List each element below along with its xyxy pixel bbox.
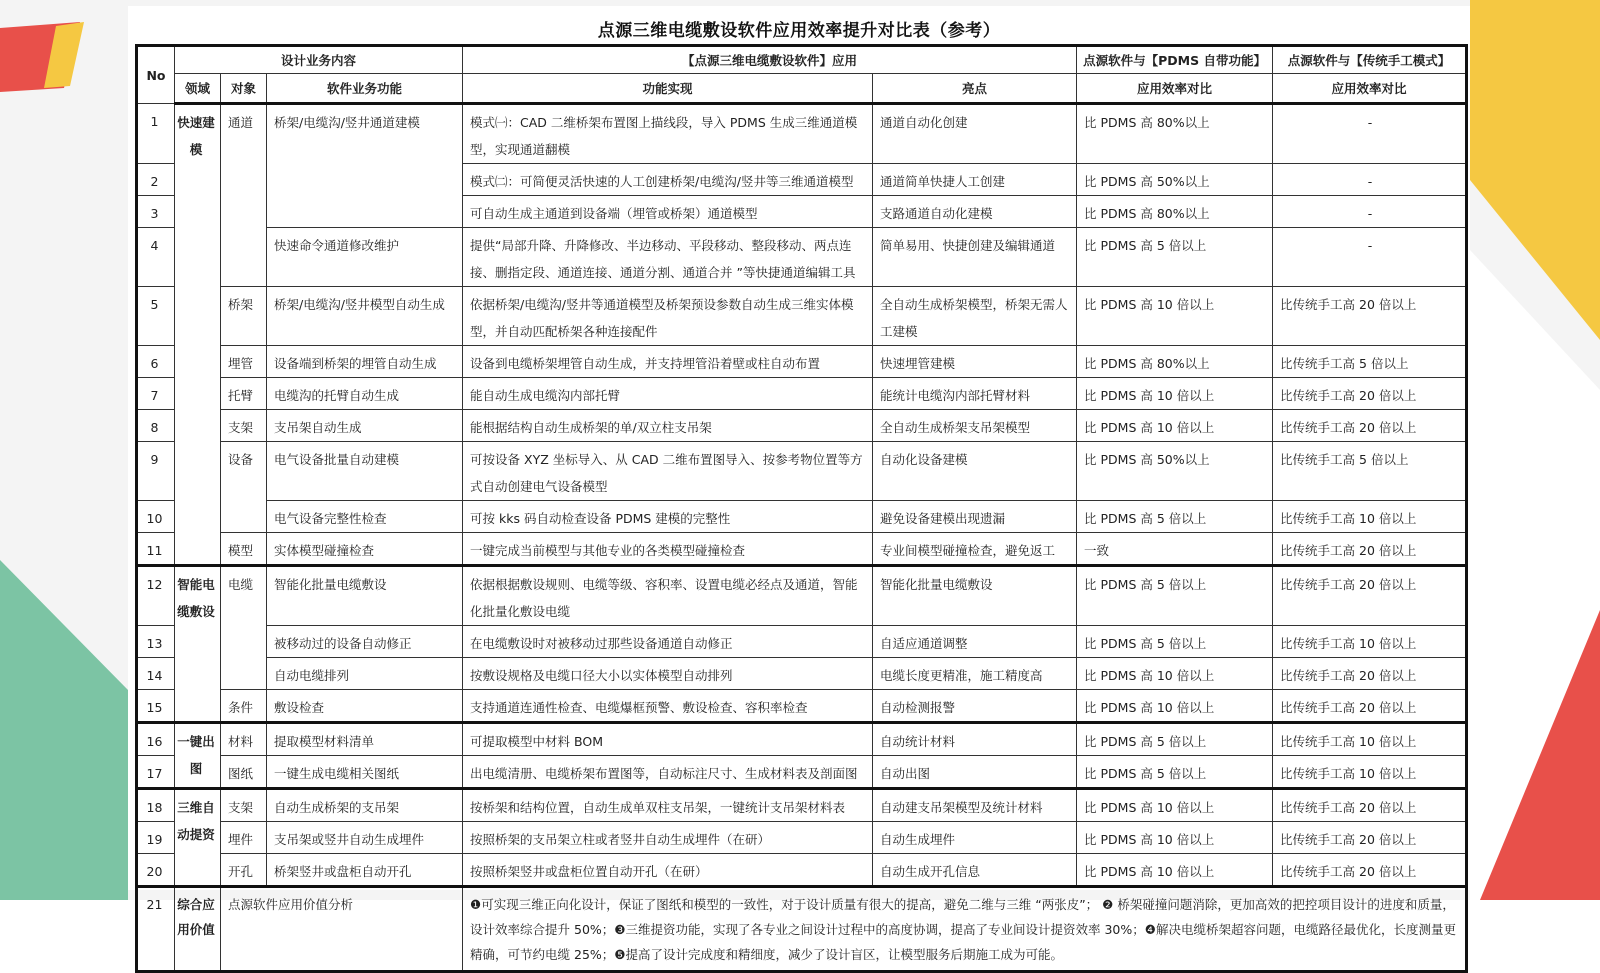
object-cell: 通道 <box>221 104 267 287</box>
manual-cell: - <box>1273 196 1467 228</box>
manual-cell: 比传统手工高 10 倍以上 <box>1273 756 1467 789</box>
header-design-group: 设计业务内容 <box>175 46 463 74</box>
function-cell: 自动生成桥架的支吊架 <box>267 789 463 822</box>
domain-cell: 快速建模 <box>175 104 221 566</box>
pdms-cell: 比 PDMS 高 80%以上 <box>1077 196 1273 228</box>
highlight-cell: 简单易用、快捷创建及编辑通道 <box>873 228 1077 287</box>
table-row <box>137 378 1467 410</box>
object-cell: 模型 <box>221 533 267 566</box>
object-cell: 材料 <box>221 723 267 756</box>
pdms-cell: 比 PDMS 高 10 倍以上 <box>1077 822 1273 854</box>
manual-cell: 比传统手工高 10 倍以上 <box>1273 723 1467 756</box>
highlight-cell: 快速埋管建模 <box>873 346 1077 378</box>
pdms-cell: 比 PDMS 高 10 倍以上 <box>1077 690 1273 723</box>
function-cell: 快速命令通道修改维护 <box>267 228 463 287</box>
highlight-cell: 自动出图 <box>873 756 1077 789</box>
header-app-group: 【点源三维电缆敷设软件】应用 <box>463 46 1077 74</box>
highlight-cell: 避免设备建模出现遗漏 <box>873 501 1077 533</box>
object-cell: 条件 <box>221 690 267 723</box>
implementation-cell: 支持通道连通性检查、电缆爆框预警、敷设检查、容积率检查 <box>463 690 873 723</box>
row-no: 1 <box>137 104 175 164</box>
implementation-cell: 按照桥架竖井或盘柜位置自动开孔（在研） <box>463 854 873 887</box>
object-cell: 支架 <box>221 410 267 442</box>
pdms-cell: 比 PDMS 高 5 倍以上 <box>1077 228 1273 287</box>
row-no: 21 <box>137 887 175 972</box>
table-row <box>137 566 1467 626</box>
pdms-cell: 比 PDMS 高 5 倍以上 <box>1077 501 1273 533</box>
table-row <box>137 723 1467 756</box>
row-no: 2 <box>137 164 175 196</box>
highlight-cell: 全自动生成桥架支吊架模型 <box>873 410 1077 442</box>
row-no: 16 <box>137 723 175 756</box>
manual-cell: 比传统手工高 20 倍以上 <box>1273 822 1467 854</box>
implementation-cell: 按桥架和结构位置，自动生成单双柱支吊架，一键统计支吊架材料表 <box>463 789 873 822</box>
implementation-cell: 依据桥架/电缆沟/竖井等通道模型及桥架预设参数自动生成三维实体模型，并自动匹配桥架各种连接配件 <box>463 287 873 346</box>
implementation-cell: 模式㈡：可简便灵活快速的人工创建桥架/电缆沟/竖井等三维通道模型 <box>463 164 873 196</box>
object-cell: 图纸 <box>221 756 267 789</box>
function-cell: 提取模型材料清单 <box>267 723 463 756</box>
row-no: 10 <box>137 501 175 533</box>
header-row-2 <box>137 74 1467 104</box>
row-no: 19 <box>137 822 175 854</box>
highlight-cell: 自动检测报警 <box>873 690 1077 723</box>
pdms-cell: 比 PDMS 高 10 倍以上 <box>1077 658 1273 690</box>
function-cell: 一键生成电缆相关图纸 <box>267 756 463 789</box>
implementation-cell: 可提取模型中材料 BOM <box>463 723 873 756</box>
pdms-cell: 比 PDMS 高 50%以上 <box>1077 164 1273 196</box>
highlight-cell: 全自动生成桥架模型，桥架无需人工建模 <box>873 287 1077 346</box>
object-cell: 电缆 <box>221 566 267 690</box>
highlight-cell: 自适应通道调整 <box>873 626 1077 658</box>
table-row <box>137 442 1467 501</box>
row-no: 8 <box>137 410 175 442</box>
manual-cell: 比传统手工高 20 倍以上 <box>1273 690 1467 723</box>
pdms-cell: 比 PDMS 高 10 倍以上 <box>1077 789 1273 822</box>
function-cell: 被移动过的设备自动修正 <box>267 626 463 658</box>
row-no: 13 <box>137 626 175 658</box>
pdms-cell: 比 PDMS 高 5 倍以上 <box>1077 566 1273 626</box>
manual-cell: 比传统手工高 20 倍以上 <box>1273 410 1467 442</box>
manual-cell: 比传统手工高 5 倍以上 <box>1273 442 1467 501</box>
summary-row <box>137 887 1467 972</box>
function-cell: 桥架竖井或盘柜自动开孔 <box>267 854 463 887</box>
highlight-cell: 支路通道自动化建模 <box>873 196 1077 228</box>
header-object: 对象 <box>221 74 267 104</box>
implementation-cell: 依据根据敷设规则、电缆等级、容积率、设置电缆必经点及通道，智能化批量化敷设电缆 <box>463 566 873 626</box>
function-cell: 实体模型碰撞检查 <box>267 533 463 566</box>
summary-text: ❶可实现三维正向化设计，保证了图纸和模型的一致性，对于设计质量有很大的提高，避免二维与三维 “两张皮”； ❷ 桥架碰撞问题消除，更加高效的把控项目设计的进度和质量，设计效率综合提升 50%；❸三维提资功能，实现了各专业之间设计过程中的高度协调，提高了专业间设计提资效率 30%；❹解决电缆桥架超容问题，电缆路径最优化，长度测量更精确，可节约电缆 25%；❺提高了设计完成度和精细度，减少了设计盲区，让模型服务后期施工成为可能。 <box>463 887 1467 972</box>
table-row <box>137 410 1467 442</box>
manual-cell: - <box>1273 164 1467 196</box>
highlight-cell: 能统计电缆沟内部托臂材料 <box>873 378 1077 410</box>
header-domain: 领域 <box>175 74 221 104</box>
pdms-cell: 一致 <box>1077 533 1273 566</box>
pdms-cell: 比 PDMS 高 80%以上 <box>1077 346 1273 378</box>
table-row <box>137 228 1467 287</box>
table-row <box>137 346 1467 378</box>
implementation-cell: 提供“局部升降、升降修改、半边移动、平段移动、整段移动、两点连接、删指定段、通道连接、通道分割、通道合并 ”等快捷通道编辑工具 <box>463 228 873 287</box>
highlight-cell: 自动化设备建模 <box>873 442 1077 501</box>
header-manual-group: 点源软件与【传统手工模式】 <box>1273 46 1467 74</box>
table-row <box>137 104 1467 164</box>
function-cell: 智能化批量电缆敷设 <box>267 566 463 626</box>
pdms-cell: 比 PDMS 高 5 倍以上 <box>1077 626 1273 658</box>
table-row <box>137 690 1467 723</box>
domain-cell: 三维自动提资 <box>175 789 221 887</box>
page-title: 点源三维电缆敷设软件应用效率提升对比表（参考） <box>597 21 1001 41</box>
row-no: 5 <box>137 287 175 346</box>
table-row <box>137 533 1467 566</box>
summary-label: 点源软件应用价值分析 <box>221 887 463 972</box>
row-no: 9 <box>137 442 175 501</box>
pdms-cell: 比 PDMS 高 10 倍以上 <box>1077 378 1273 410</box>
implementation-cell: 一键完成当前模型与其他专业的各类模型碰撞检查 <box>463 533 873 566</box>
highlight-cell: 自动建支吊架模型及统计材料 <box>873 789 1077 822</box>
manual-cell: 比传统手工高 20 倍以上 <box>1273 533 1467 566</box>
table-row <box>137 287 1467 346</box>
implementation-cell: 可按设备 XYZ 坐标导入、从 CAD 二维布置图导入、按参考物位置等方式自动创建电气设备模型 <box>463 442 873 501</box>
object-cell: 设备 <box>221 442 267 533</box>
row-no: 6 <box>137 346 175 378</box>
header-implementation: 功能实现 <box>463 74 873 104</box>
highlight-cell: 智能化批量电缆敷设 <box>873 566 1077 626</box>
table-row <box>137 658 1467 690</box>
header-pdms-sub: 应用效率对比 <box>1077 74 1273 104</box>
manual-cell: 比传统手工高 5 倍以上 <box>1273 346 1467 378</box>
object-cell: 托臂 <box>221 378 267 410</box>
table-row <box>137 501 1467 533</box>
row-no: 15 <box>137 690 175 723</box>
implementation-cell: 出电缆清册、电缆桥架布置图等，自动标注尺寸、生成材料表及剖面图 <box>463 756 873 789</box>
implementation-cell: 按敷设规格及电缆口径大小以实体模型自动排列 <box>463 658 873 690</box>
manual-cell: 比传统手工高 20 倍以上 <box>1273 378 1467 410</box>
object-cell: 桥架 <box>221 287 267 346</box>
table-row <box>137 626 1467 658</box>
manual-cell: 比传统手工高 10 倍以上 <box>1273 501 1467 533</box>
table-row <box>137 854 1467 887</box>
pdms-cell: 比 PDMS 高 5 倍以上 <box>1077 756 1273 789</box>
implementation-cell: 模式㈠：CAD 二维桥架布置图上描线段，导入 PDMS 生成三维通道模型，实现通道翻模 <box>463 104 873 164</box>
highlight-cell: 自动统计材料 <box>873 723 1077 756</box>
object-cell: 埋件 <box>221 822 267 854</box>
manual-cell: 比传统手工高 10 倍以上 <box>1273 626 1467 658</box>
function-cell: 桥架/电缆沟/竖井模型自动生成 <box>267 287 463 346</box>
table-row <box>137 822 1467 854</box>
function-cell: 自动电缆排列 <box>267 658 463 690</box>
manual-cell: 比传统手工高 20 倍以上 <box>1273 566 1467 626</box>
manual-cell: - <box>1273 104 1467 164</box>
row-no: 14 <box>137 658 175 690</box>
function-cell: 敷设检查 <box>267 690 463 723</box>
implementation-cell: 按照桥架的支吊架立柱或者竖井自动生成埋件（在研） <box>463 822 873 854</box>
object-cell: 支架 <box>221 789 267 822</box>
pdms-cell: 比 PDMS 高 10 倍以上 <box>1077 287 1273 346</box>
domain-cell: 一键出图 <box>175 723 221 789</box>
highlight-cell: 通道自动化创建 <box>873 104 1077 164</box>
implementation-cell: 能根据结构自动生成桥架的单/双立柱支吊架 <box>463 410 873 442</box>
highlight-cell: 通道简单快捷人工创建 <box>873 164 1077 196</box>
implementation-cell: 设备到电缆桥架埋管自动生成，并支持埋管沿着壁或柱自动布置 <box>463 346 873 378</box>
row-no: 17 <box>137 756 175 789</box>
domain-cell: 综合应用价值 <box>175 887 221 972</box>
row-no: 20 <box>137 854 175 887</box>
domain-cell: 智能电缆敷设 <box>175 566 221 723</box>
header-manual-sub: 应用效率对比 <box>1273 74 1467 104</box>
comparison-sheet <box>128 6 1470 962</box>
header-function: 软件业务功能 <box>267 74 463 104</box>
header-pdms-group: 点源软件与【PDMS 自带功能】 <box>1077 46 1273 74</box>
row-no: 4 <box>137 228 175 287</box>
implementation-cell: 在电缆敷设时对被移动过那些设备通道自动修正 <box>463 626 873 658</box>
row-no: 18 <box>137 789 175 822</box>
implementation-cell: 能自动生成电缆沟内部托臂 <box>463 378 873 410</box>
row-no: 11 <box>137 533 175 566</box>
function-cell: 支吊架或竖井自动生成埋件 <box>267 822 463 854</box>
row-no: 12 <box>137 566 175 626</box>
efficiency-comparison-table <box>135 44 1468 973</box>
highlight-cell: 自动生成埋件 <box>873 822 1077 854</box>
implementation-cell: 可按 kks 码自动检查设备 PDMS 建模的完整性 <box>463 501 873 533</box>
row-no: 3 <box>137 196 175 228</box>
object-cell: 埋管 <box>221 346 267 378</box>
highlight-cell: 电缆长度更精准，施工精度高 <box>873 658 1077 690</box>
highlight-cell: 自动生成开孔信息 <box>873 854 1077 887</box>
implementation-cell: 可自动生成主通道到设备端（埋管或桥架）通道模型 <box>463 196 873 228</box>
header-row-1 <box>137 46 1467 74</box>
pdms-cell: 比 PDMS 高 10 倍以上 <box>1077 854 1273 887</box>
manual-cell: 比传统手工高 20 倍以上 <box>1273 854 1467 887</box>
function-cell: 电缆沟的托臂自动生成 <box>267 378 463 410</box>
manual-cell: 比传统手工高 20 倍以上 <box>1273 287 1467 346</box>
pdms-cell: 比 PDMS 高 80%以上 <box>1077 104 1273 164</box>
function-cell: 桥架/电缆沟/竖井通道建模 <box>267 104 463 228</box>
pdms-cell: 比 PDMS 高 5 倍以上 <box>1077 723 1273 756</box>
object-cell: 开孔 <box>221 854 267 887</box>
header-no: No <box>137 46 175 104</box>
manual-cell: 比传统手工高 20 倍以上 <box>1273 658 1467 690</box>
manual-cell: - <box>1273 228 1467 287</box>
pdms-cell: 比 PDMS 高 10 倍以上 <box>1077 410 1273 442</box>
function-cell: 设备端到桥架的埋管自动生成 <box>267 346 463 378</box>
highlight-cell: 专业间模型碰撞检查，避免返工 <box>873 533 1077 566</box>
header-highlight: 亮点 <box>873 74 1077 104</box>
function-cell: 电气设备完整性检查 <box>267 501 463 533</box>
manual-cell: 比传统手工高 20 倍以上 <box>1273 789 1467 822</box>
function-cell: 电气设备批量自动建模 <box>267 442 463 501</box>
function-cell: 支吊架自动生成 <box>267 410 463 442</box>
row-no: 7 <box>137 378 175 410</box>
pdms-cell: 比 PDMS 高 50%以上 <box>1077 442 1273 501</box>
table-row <box>137 756 1467 789</box>
table-row <box>137 789 1467 822</box>
